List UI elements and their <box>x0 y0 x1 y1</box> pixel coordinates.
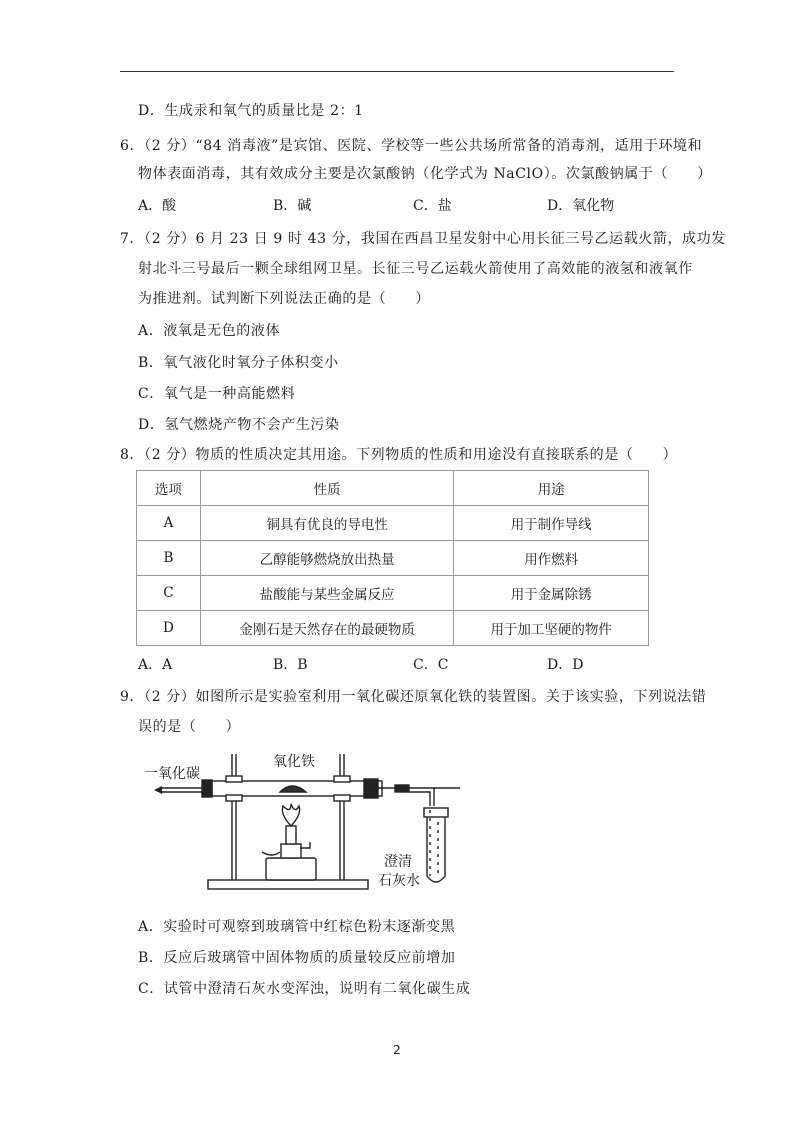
q6-option-a: A．酸 <box>138 198 177 214</box>
table-header-row <box>137 471 649 506</box>
q6-stem-line1: 6．（2 分）“84 消毒液”是宾馆、医院、学校等一些公共场所常备的消毒剂，适用于环境和 <box>120 138 703 154</box>
table-cell: D <box>137 611 201 646</box>
table-row <box>137 506 649 541</box>
q8-table <box>136 470 649 646</box>
co-reduction-apparatus-figure <box>140 748 470 898</box>
q5-option-d: D．生成汞和氧气的质量比是 2：1 <box>138 103 364 119</box>
table-cell: C <box>137 576 201 611</box>
q9-stem-line2: 误的是（ ） <box>138 719 241 735</box>
q8-option-d: D．D <box>547 657 584 673</box>
alcohol-burner <box>266 858 316 880</box>
table-row <box>137 611 649 646</box>
table-cell: A <box>137 506 201 541</box>
q6-stem-line2: 物体表面消毒，其有效成分主要是次氯酸钠（化学式为 NaClO）。次氯酸钠属于（ ） <box>138 166 712 182</box>
q6-option-d: D．氧化物 <box>547 198 615 214</box>
table-cell: 金刚石是天然存在的最硬物质 <box>200 611 453 646</box>
label-fe2o3: 氧化铁 <box>273 754 315 770</box>
q8-option-a: A．A <box>138 657 173 673</box>
q7-option-c: C．氧气是一种高能燃料 <box>138 386 296 402</box>
q9-option-c: C．试管中澄清石灰水变浑浊，说明有二氧化碳生成 <box>138 981 471 997</box>
table-cell: 用于制作导线 <box>454 506 649 541</box>
q7-stem-line1: 7．（2 分）6 月 23 日 9 时 43 分，我国在西昌卫星发射中心用长征三号乙运载火箭，成功发 <box>120 231 726 247</box>
q7-option-d: D．氢气燃烧产物不会产生污染 <box>138 417 340 433</box>
q9-stem-line1: 9．（2 分）如图所示是实验室利用一氧化碳还原氧化铁的装置图。关于该实验，下列说法错 <box>120 689 707 705</box>
table-row <box>137 541 649 576</box>
q8-stem-line1: 8．（2 分）物质的性质决定其用途。下列物质的性质和用途没有直接联系的是（ ） <box>120 447 678 463</box>
q9-option-b: B．反应后玻璃管中固体物质的质量较反应前增加 <box>138 950 456 966</box>
label-limewater-2: 石灰水 <box>378 873 420 889</box>
q8-option-c: C．C <box>413 657 449 673</box>
table-cell: 用作燃料 <box>454 541 649 576</box>
table-row <box>137 576 649 611</box>
table-header: 用途 <box>454 471 649 506</box>
table-cell: 铜具有优良的导电性 <box>200 506 453 541</box>
table-cell: B <box>137 541 201 576</box>
page-number: 2 <box>393 1043 401 1057</box>
q7-option-a: A．液氧是无色的液体 <box>138 323 281 339</box>
q8-option-b: B．B <box>273 657 308 673</box>
table-cell: 乙醇能够燃烧放出热量 <box>200 541 453 576</box>
header-rule <box>120 71 674 72</box>
table-cell: 用于金属除锈 <box>454 576 649 611</box>
table-cell: 用于加工坚硬的物件 <box>454 611 649 646</box>
q7-stem-line3: 为推进剂。试判断下列说法正确的是（ ） <box>138 291 430 307</box>
q9-option-a: A．实验时可观察到玻璃管中红棕色粉末逐渐变黑 <box>138 919 456 935</box>
q7-stem-line2: 射北斗三号最后一颗全球组网卫星。长征三号乙运载火箭使用了高效能的液氢和液氧作 <box>138 261 693 277</box>
q7-option-b: B．氧气液化时氧分子体积变小 <box>138 355 339 371</box>
apparatus-base <box>208 880 368 889</box>
label-co: 一氧化碳 <box>144 766 200 782</box>
table-header: 性质 <box>200 471 453 506</box>
label-limewater-1: 澄清 <box>384 854 412 870</box>
q6-option-b: B．碱 <box>273 198 312 214</box>
table-cell: 盐酸能与某些金属反应 <box>200 576 453 611</box>
table-header: 选项 <box>137 471 201 506</box>
q6-option-c: C．盐 <box>413 198 452 214</box>
